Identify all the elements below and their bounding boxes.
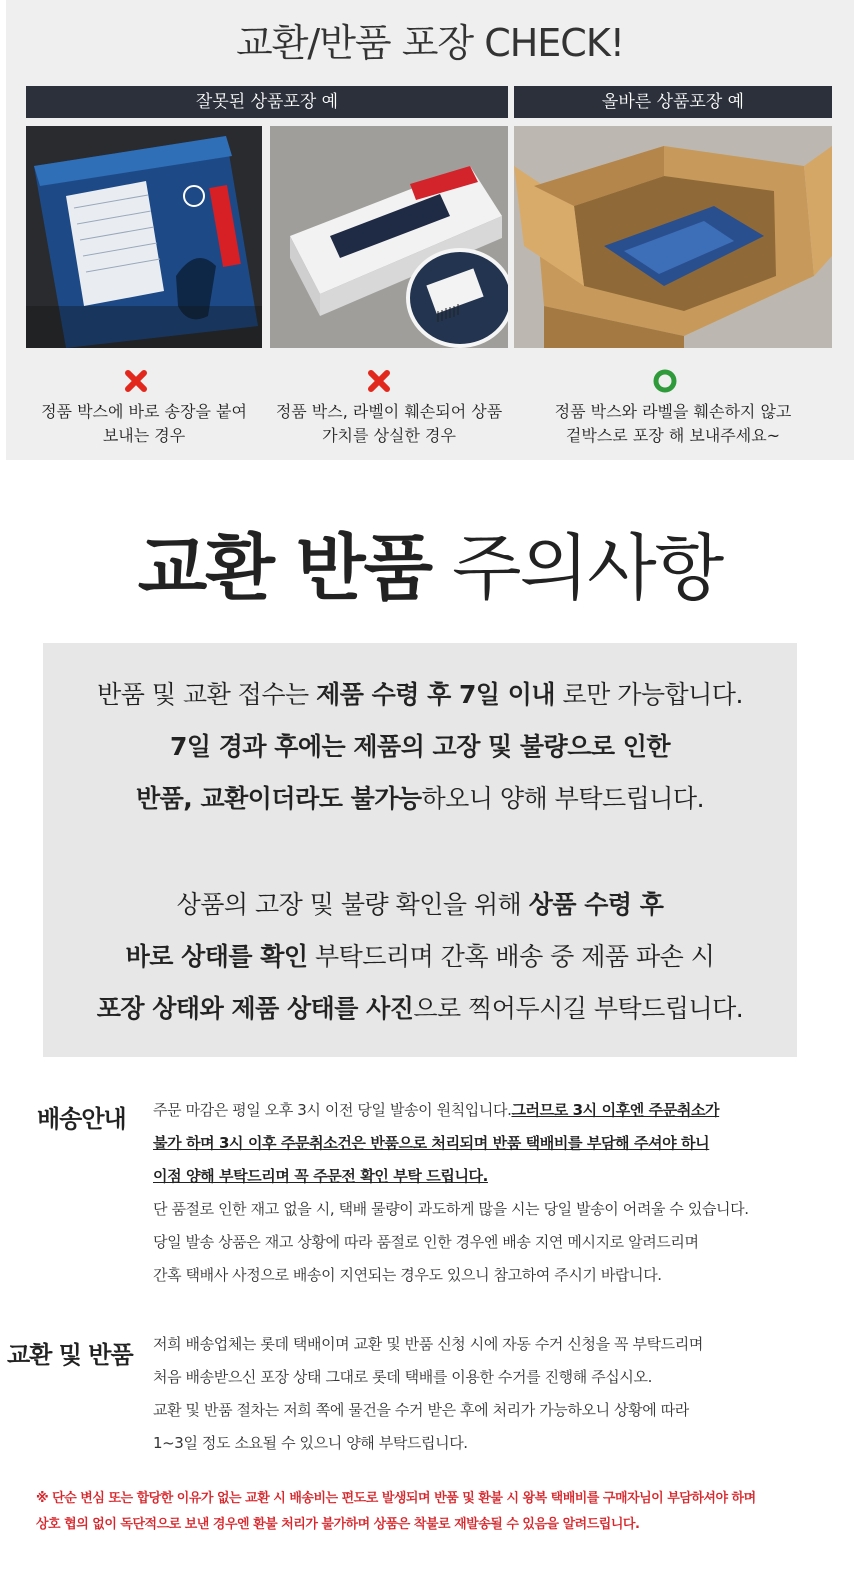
shipping-label: 배송안내 xyxy=(37,1105,126,1133)
notice-emphasis: 제품 수령 후 7일 이내 xyxy=(316,680,555,709)
notice-emphasis: 7일 경과 후에는 제품의 고장 및 불량으로 인한 xyxy=(169,732,671,761)
exchange-line-2: 처음 배송받으신 포장 상태 그대로 롯데 택배를 이용한 수거를 진행해 주십시오. xyxy=(153,1368,652,1386)
notice-line-1 xyxy=(43,675,797,711)
notice-emphasis: 바로 상태를 확인 xyxy=(125,942,308,971)
right-example-photo xyxy=(514,126,832,348)
notice-text: 으로 찍어두시길 부탁드립니다. xyxy=(413,994,744,1023)
notice-text: 상품의 고장 및 불량 확인을 위해 xyxy=(176,890,529,919)
notice-box xyxy=(43,643,797,1057)
outer-carton-illustration xyxy=(514,126,832,348)
right-packaging-header: 올바른 상품포장 예 xyxy=(514,86,832,118)
notice-text: 반품 및 교환 접수는 xyxy=(97,680,317,709)
exchange-body xyxy=(153,1328,703,1460)
wrong-example-photo-1 xyxy=(26,126,262,348)
warning-notice xyxy=(36,1486,756,1538)
notice-text: 하오니 양해 부탁드립니다. xyxy=(421,784,705,813)
x-mark-icon xyxy=(123,368,149,394)
wrong-example-caption-1: 정품 박스에 바로 송장을 붙여 보내는 경우 xyxy=(41,402,247,445)
shipping-line-4: 단 품절로 인한 재고 없을 시, 택배 물량이 과도하게 많을 시는 당일 발송이 어려울 수 있습니다. xyxy=(153,1200,749,1218)
x-mark-icon xyxy=(366,368,392,394)
notice-heading xyxy=(0,510,860,614)
shipping-line-3: 이점 양해 부탁드리며 꼭 주문전 확인 부탁 드립니다. xyxy=(153,1167,488,1185)
notice-text: 부탁드리며 간혹 배송 중 제품 파손 시 xyxy=(307,942,715,971)
notice-line-4 xyxy=(43,885,797,921)
wrong-example-caption-2: 정품 박스, 라벨이 훼손되어 상품 가치를 상실한 경우 xyxy=(275,402,503,445)
right-example-caption: 정품 박스와 라벨을 훼손하지 않고 겉박스로 포장 해 보내주세요~ xyxy=(554,402,792,445)
notice-emphasis: 상품 수령 후 xyxy=(528,890,664,919)
notice-line-6 xyxy=(43,989,797,1025)
shipping-emphasis: 그러므로 3시 이후엔 주문취소가 xyxy=(511,1101,720,1119)
notice-heading-normal: 주의사항 xyxy=(431,526,723,610)
wrong-packaging-header: 잘못된 상품포장 예 xyxy=(26,86,508,118)
notice-text: 로만 가능합니다. xyxy=(555,680,743,709)
notice-line-5 xyxy=(43,937,797,973)
warning-line-2: 상호 협의 없이 독단적으로 보낸 경우엔 환불 처리가 불가하며 상품은 착불로 재발송될 수 있음을 알려드립니다. xyxy=(36,1517,640,1532)
notice-line-3 xyxy=(43,779,797,815)
wrong-example-photo-2 xyxy=(270,126,508,348)
shipping-line-1 xyxy=(153,1094,749,1127)
circle-mark-icon xyxy=(652,368,678,394)
notice-heading-bold: 교환 반품 xyxy=(137,526,432,610)
exchange-line-3: 교환 및 반품 절차는 저희 쪽에 물건을 수거 받은 후에 처리가 가능하오니 상황에 따라 xyxy=(153,1401,689,1419)
packaging-check-panel xyxy=(6,0,854,460)
exchange-line-4: 1~3일 정도 소요될 수 있으니 양해 부탁드립니다. xyxy=(153,1434,468,1452)
shipping-line-6: 간혹 택배사 사정으로 배송이 지연되는 경우도 있으니 참고하여 주시기 바랍니다. xyxy=(153,1266,662,1284)
exchange-label: 교환 및 반품 xyxy=(7,1341,133,1369)
exchange-line-1: 저희 배송업체는 롯데 택배이며 교환 및 반품 신청 시에 자동 수거 신청을 꼭 부탁드리며 xyxy=(153,1335,703,1353)
notice-emphasis: 반품, 교환이더라도 불가능 xyxy=(135,784,422,813)
shipping-body xyxy=(153,1094,749,1292)
boxed-tool-illustration xyxy=(26,126,262,348)
notice-emphasis: 포장 상태와 제품 상태를 사진 xyxy=(96,994,414,1023)
shipping-text: 주문 마감은 평일 오후 3시 이전 당일 발송이 원칙입니다. xyxy=(153,1101,512,1119)
warning-line-1: ※ 단순 변심 또는 합당한 이유가 없는 교환 시 배송비는 편도로 발생되며 반품 및 환불 시 왕복 택배비를 구매자님이 부담하셔야 하며 xyxy=(36,1491,756,1506)
notice-line-2 xyxy=(43,727,797,763)
check-title: 교환/반품 포장 CHECK! xyxy=(235,21,624,65)
shipping-line-5: 당일 발송 상품은 재고 상황에 따라 품절로 인한 경우엔 배송 지연 메시지로 알려드리며 xyxy=(153,1233,699,1251)
damaged-box-illustration xyxy=(270,126,508,348)
shipping-line-2: 불가 하며 3시 이후 주문취소건은 반품으로 처리되며 반품 택배비를 부담해 주셔야 하니 xyxy=(153,1134,710,1152)
